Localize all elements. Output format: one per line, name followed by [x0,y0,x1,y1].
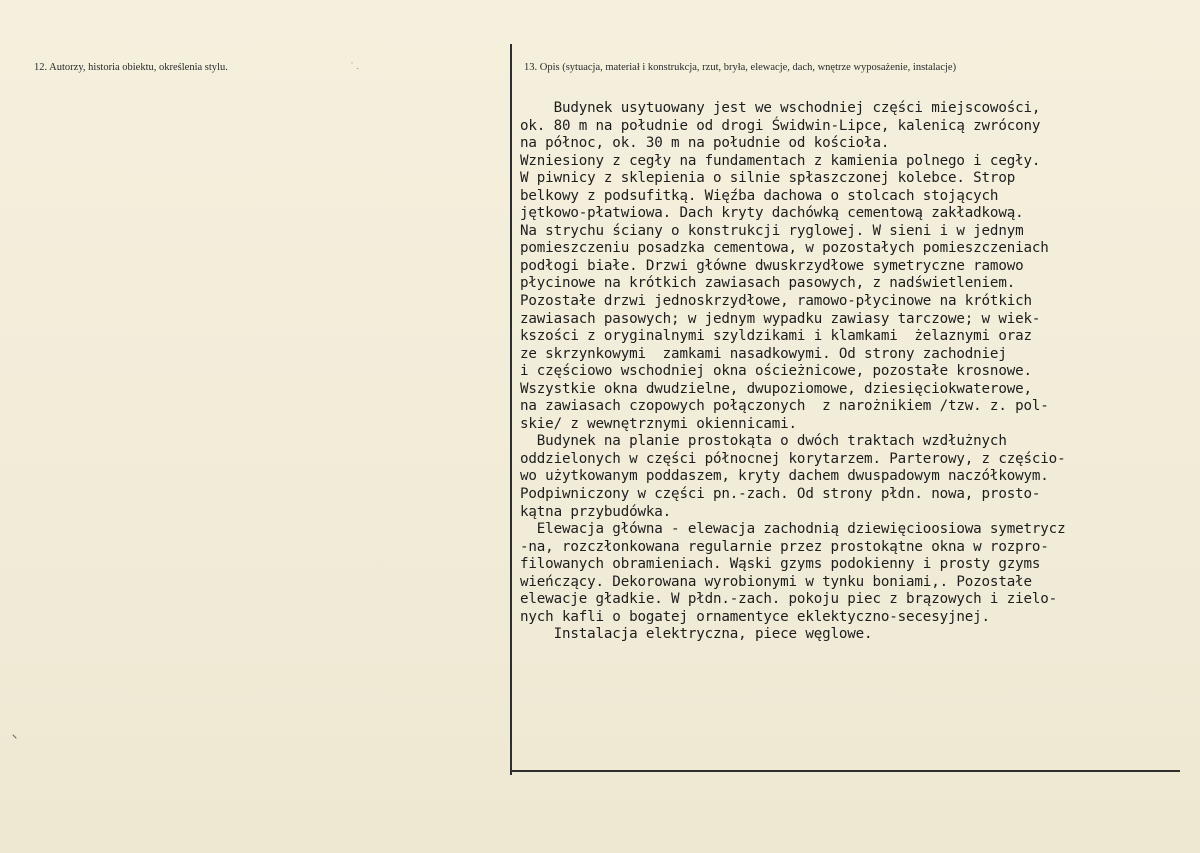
description-line: Na strychu ściany o konstrukcji ryglowej. W sieni i w jednym [520,222,1024,239]
description-line: Instalacja elektryczna, piece węglowe. [520,626,873,643]
bottom-rule [510,770,1180,772]
description-line: Podpiwniczony w części pn.-zach. Od strony płdn. nowa, prosto- [520,486,1041,503]
description-line: W piwnicy z sklepienia o silnie spłaszczonej kolebce. Strop [520,170,1016,187]
description-line: oddzielonych w części północnej korytarzem. Parterowy, z częścio- [520,450,1066,467]
description-line: wieńczący. Dekorowana wyrobionymi w tynku boniami,. Pozostałe [520,573,1032,590]
description-line: płycinowe na krótkich zawiasach pasowych, z nadświetleniem. [520,275,1016,292]
description-line: pomieszczeniu posadzka cementowa, w pozostałych pomieszczeniach [520,240,1049,257]
description-line: na północ, ok. 30 m na południe od kościoła. [520,135,890,152]
description-line: zawiasach pasowych; w jednym wypadku zawiasy tarczowe; w wiek- [520,310,1041,327]
description-line: Wzniesiony z cegły na fundamentach z kamienia polnego i cegły. [520,152,1041,169]
typed-description [520,100,1192,644]
description-line: Pozostałe drzwi jednoskrzydłowe, ramowo-płycinowe na krótkich [520,293,1032,310]
description-line: ze skrzynkowymi zamkami nasadkowymi. Od strony zachodniej [520,345,1007,362]
description-line: Wszystkie okna dwudzielne, dwupoziomowe, dziesięciokwaterowe, [520,380,1032,397]
pencil-mark [12,734,16,738]
column-divider [510,44,512,775]
description-line: nych kafli o bogatej ornamentyce eklektyczno-secesyjnej. [520,608,990,625]
description-line: Budynek na planie prostokąta o dwóch traktach wzdłużnych [520,433,1007,450]
description-line: skie/ z wewnętrznymi okiennicami. [520,415,797,432]
description-line: Budynek usytuowany jest we wschodniej części miejscowości, [520,100,1041,116]
description-line: jętkowo-płatwiowa. Dach kryty dachówką cementową zakładkową. [520,205,1024,222]
description-line: ok. 80 m na południe od drogi Świdwin-Lipce, kalenicą zwrócony [520,117,1041,134]
description-line: podłogi białe. Drzwi główne dwuskrzydłowe symetryczne ramowo [520,257,1024,274]
description-line: Elewacja główna - elewacja zachodnią dziewięcioosiowa symetrycz [520,521,1066,538]
description-line: i częściowo wschodniej okna ościeżnicowe, pozostałe krosnowe. [520,363,1032,380]
description-line: filowanych obramieniach. Wąski gzyms podokienny i prosty gzyms [520,556,1041,573]
section-12-label: 12. Autorzy, historia obiektu, określenia stylu. [34,62,228,73]
description-line: kątna przybudówka. [520,503,672,520]
description-line: na zawiasach czopowych połączonych z narożnikiem /tzw. z. pol- [520,398,1049,415]
description-line: wo użytkowanym poddaszem, kryty dachem dwuspadowym naczółkowym. [520,468,1049,485]
paper-speck: ˙ . [350,62,360,71]
description-line: elewacje gładkie. W płdn.-zach. pokoju piec z brązowych i zielo- [520,591,1058,608]
description-line: kszości z oryginalnymi szyldzikami i klamkami żelaznymi oraz [520,328,1032,345]
section-13-label: 13. Opis (sytuacja, materiał i konstrukcja, rzut, bryła, elewacje, dach, wnętrze wyposażenie, instalacje) [524,62,957,73]
description-line: belkowy z podsufitką. Więźba dachowa o stolcach stojących [520,187,999,204]
description-line: -na, rozczłonkowana regularnie przez prostokątne okna w rozpro- [520,538,1049,555]
